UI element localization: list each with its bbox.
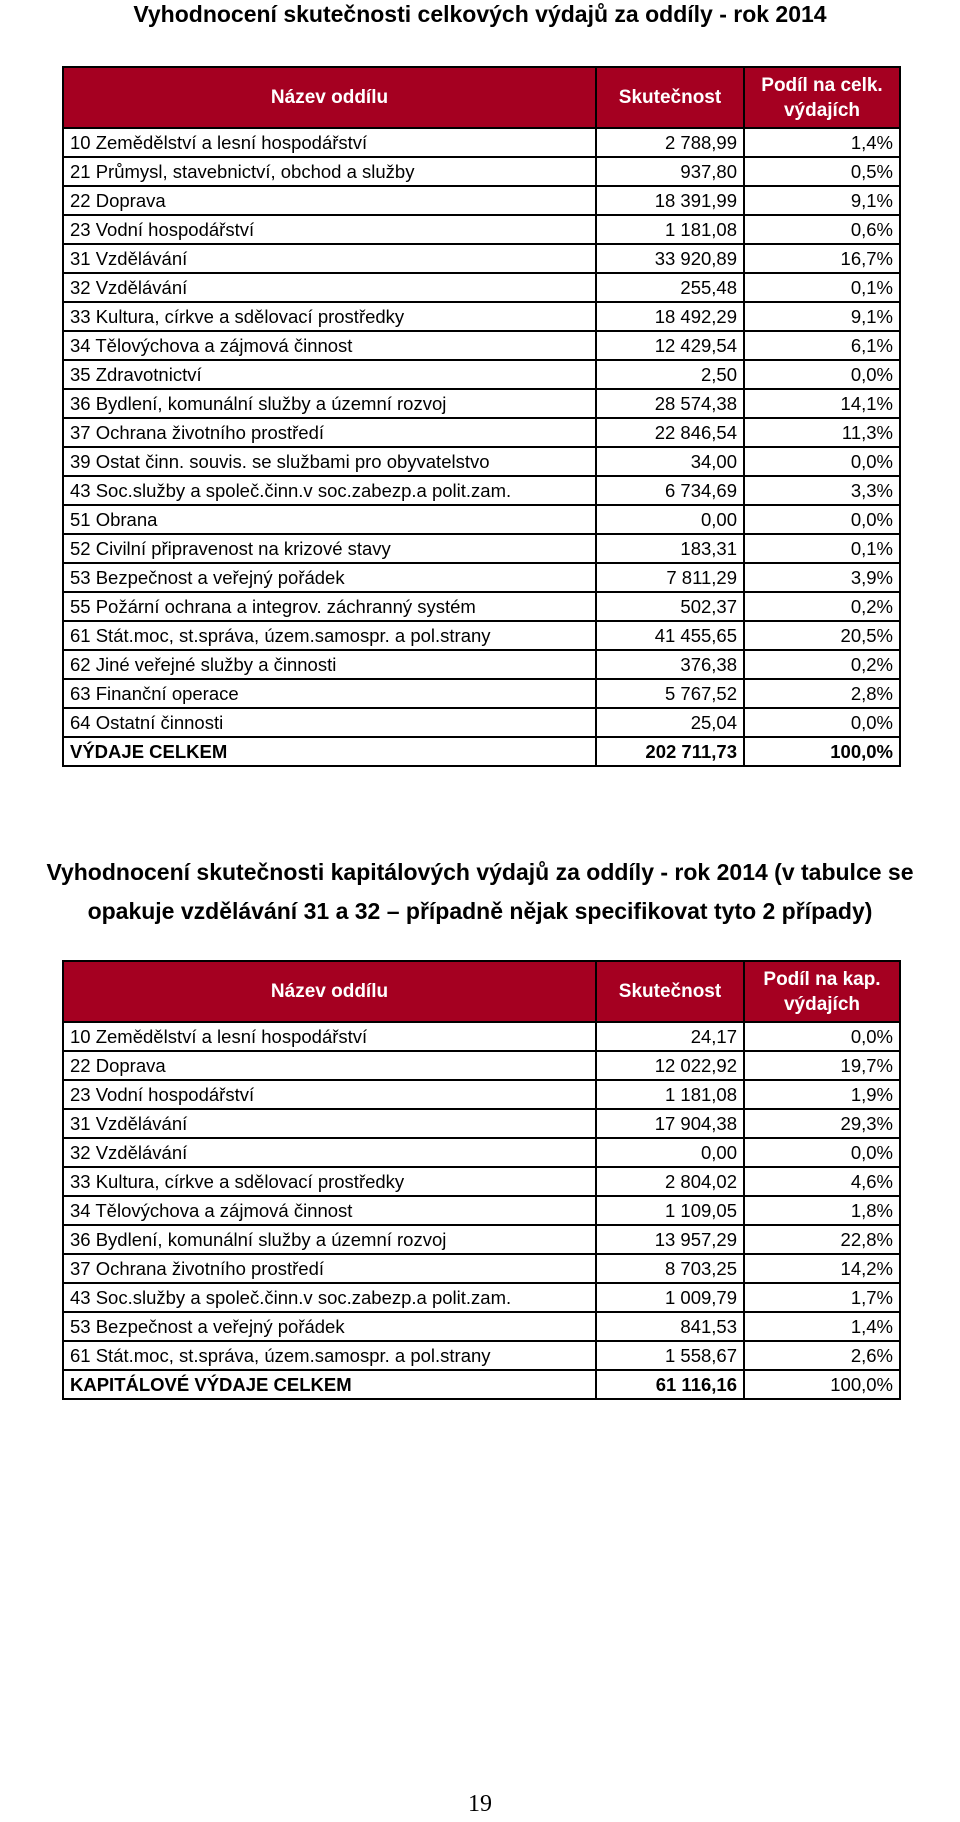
row-value-cell: 6 734,69 xyxy=(596,476,744,505)
row-share-cell: 11,3% xyxy=(744,418,900,447)
capital-expenditure-title xyxy=(0,853,960,931)
total-share-cell: 100,0% xyxy=(744,1370,900,1399)
row-name-cell: 53 Bezpečnost a veřejný pořádek xyxy=(63,1312,596,1341)
table-row xyxy=(63,128,900,157)
row-value-cell: 2 804,02 xyxy=(596,1167,744,1196)
row-value-cell: 2,50 xyxy=(596,360,744,389)
table-header-row xyxy=(63,961,900,1022)
row-value-cell: 17 904,38 xyxy=(596,1109,744,1138)
row-share-cell: 20,5% xyxy=(744,621,900,650)
total-expenditure-title: Vyhodnocení skutečnosti celkových výdajů za oddíly - rok 2014 xyxy=(133,1,827,27)
row-value-cell: 13 957,29 xyxy=(596,1225,744,1254)
row-share-cell: 3,9% xyxy=(744,563,900,592)
row-name-cell: 39 Ostat činn. souvis. se službami pro obyvatelstvo xyxy=(63,447,596,476)
row-value-cell: 34,00 xyxy=(596,447,744,476)
table-row xyxy=(63,302,900,331)
row-value-cell: 8 703,25 xyxy=(596,1254,744,1283)
row-value-cell: 5 767,52 xyxy=(596,679,744,708)
table-row xyxy=(63,244,900,273)
column-header-name: Název oddílu xyxy=(63,961,596,1022)
row-share-cell: 0,0% xyxy=(744,1022,900,1051)
row-share-cell: 2,6% xyxy=(744,1341,900,1370)
row-share-cell: 0,0% xyxy=(744,1138,900,1167)
table-row xyxy=(63,157,900,186)
row-name-cell: 61 Stát.moc, st.správa, územ.samospr. a pol.strany xyxy=(63,621,596,650)
row-value-cell: 33 920,89 xyxy=(596,244,744,273)
row-value-cell: 7 811,29 xyxy=(596,563,744,592)
row-value-cell: 25,04 xyxy=(596,708,744,737)
row-value-cell: 1 181,08 xyxy=(596,215,744,244)
row-name-cell: 10 Zemědělství a lesní hospodářství xyxy=(63,128,596,157)
column-header-share-line1: Podíl na celk. xyxy=(761,74,883,96)
table-row xyxy=(63,476,900,505)
row-value-cell: 841,53 xyxy=(596,1312,744,1341)
row-share-cell: 14,1% xyxy=(744,389,900,418)
row-value-cell: 2 788,99 xyxy=(596,128,744,157)
row-name-cell: 23 Vodní hospodářství xyxy=(63,1080,596,1109)
row-name-cell: 33 Kultura, církve a sdělovací prostředky xyxy=(63,302,596,331)
table-row xyxy=(63,708,900,737)
column-header-name: Název oddílu xyxy=(63,67,596,128)
table-row xyxy=(63,534,900,563)
table-row xyxy=(63,447,900,476)
row-share-cell: 0,0% xyxy=(744,360,900,389)
row-value-cell: 502,37 xyxy=(596,592,744,621)
row-share-cell: 4,6% xyxy=(744,1167,900,1196)
total-expenditure-table xyxy=(62,66,901,767)
row-name-cell: 55 Požární ochrana a integrov. záchranný systém xyxy=(63,592,596,621)
column-header-share-line2: výdajích xyxy=(783,993,861,1015)
row-share-cell: 0,6% xyxy=(744,215,900,244)
table-row xyxy=(63,273,900,302)
row-name-cell: 32 Vzdělávání xyxy=(63,1138,596,1167)
row-share-cell: 0,5% xyxy=(744,157,900,186)
table-row xyxy=(63,1341,900,1370)
row-value-cell: 0,00 xyxy=(596,505,744,534)
table-row xyxy=(63,1051,900,1080)
row-share-cell: 29,3% xyxy=(744,1109,900,1138)
row-name-cell: 51 Obrana xyxy=(63,505,596,534)
table-row xyxy=(63,563,900,592)
row-value-cell: 18 492,29 xyxy=(596,302,744,331)
page-number: 19 xyxy=(468,1791,492,1817)
row-value-cell: 255,48 xyxy=(596,273,744,302)
row-share-cell: 0,1% xyxy=(744,273,900,302)
row-name-cell: 43 Soc.služby a společ.činn.v soc.zabezp.a polit.zam. xyxy=(63,476,596,505)
table-row xyxy=(63,186,900,215)
row-name-cell: 21 Průmysl, stavebnictví, obchod a služby xyxy=(63,157,596,186)
row-value-cell: 18 391,99 xyxy=(596,186,744,215)
column-header-share xyxy=(744,67,900,128)
row-share-cell: 1,7% xyxy=(744,1283,900,1312)
row-value-cell: 1 009,79 xyxy=(596,1283,744,1312)
row-name-cell: 10 Zemědělství a lesní hospodářství xyxy=(63,1022,596,1051)
row-name-cell: 31 Vzdělávání xyxy=(63,244,596,273)
row-share-cell: 19,7% xyxy=(744,1051,900,1080)
column-header-value: Skutečnost xyxy=(596,961,744,1022)
row-name-cell: 52 Civilní připravenost na krizové stavy xyxy=(63,534,596,563)
row-name-cell: 22 Doprava xyxy=(63,1051,596,1080)
table-row xyxy=(63,1283,900,1312)
row-name-cell: 31 Vzdělávání xyxy=(63,1109,596,1138)
row-name-cell: 43 Soc.služby a společ.činn.v soc.zabezp.a polit.zam. xyxy=(63,1283,596,1312)
row-name-cell: 36 Bydlení, komunální služby a územní rozvoj xyxy=(63,1225,596,1254)
row-share-cell: 9,1% xyxy=(744,186,900,215)
row-name-cell: 34 Tělovýchova a zájmová činnost xyxy=(63,331,596,360)
table-header-row xyxy=(63,67,900,128)
table-row xyxy=(63,389,900,418)
total-row xyxy=(63,737,900,766)
total-share-cell: 100,0% xyxy=(744,737,900,766)
row-share-cell: 0,1% xyxy=(744,534,900,563)
table-row xyxy=(63,1022,900,1051)
row-share-cell: 22,8% xyxy=(744,1225,900,1254)
table-row xyxy=(63,679,900,708)
row-value-cell: 1 181,08 xyxy=(596,1080,744,1109)
row-name-cell: 36 Bydlení, komunální služby a územní rozvoj xyxy=(63,389,596,418)
total-value-cell: 61 116,16 xyxy=(596,1370,744,1399)
row-value-cell: 1 558,67 xyxy=(596,1341,744,1370)
row-share-cell: 3,3% xyxy=(744,476,900,505)
table-row xyxy=(63,505,900,534)
row-name-cell: 35 Zdravotnictví xyxy=(63,360,596,389)
row-value-cell: 183,31 xyxy=(596,534,744,563)
table-row xyxy=(63,1080,900,1109)
row-share-cell: 1,9% xyxy=(744,1080,900,1109)
row-share-cell: 0,2% xyxy=(744,592,900,621)
table-row xyxy=(63,1109,900,1138)
total-value-cell: 202 711,73 xyxy=(596,737,744,766)
column-header-share-line2: výdajích xyxy=(783,99,861,121)
capital-expenditure-title-line1: Vyhodnocení skutečnosti kapitálových výdajů za oddíly - rok 2014 (v tabulce se xyxy=(46,859,914,885)
table-row xyxy=(63,650,900,679)
row-name-cell: 32 Vzdělávání xyxy=(63,273,596,302)
row-share-cell: 16,7% xyxy=(744,244,900,273)
row-name-cell: 64 Ostatní činnosti xyxy=(63,708,596,737)
row-name-cell: 61 Stát.moc, st.správa, územ.samospr. a pol.strany xyxy=(63,1341,596,1370)
row-name-cell: 37 Ochrana životního prostředí xyxy=(63,418,596,447)
table-row xyxy=(63,360,900,389)
column-header-share xyxy=(744,961,900,1022)
row-share-cell: 2,8% xyxy=(744,679,900,708)
table-row xyxy=(63,1312,900,1341)
row-value-cell: 12 429,54 xyxy=(596,331,744,360)
total-name-cell: VÝDAJE CELKEM xyxy=(63,737,596,766)
row-share-cell: 0,2% xyxy=(744,650,900,679)
table-row xyxy=(63,418,900,447)
row-name-cell: 62 Jiné veřejné služby a činnosti xyxy=(63,650,596,679)
table-row xyxy=(63,215,900,244)
row-share-cell: 6,1% xyxy=(744,331,900,360)
table-row xyxy=(63,331,900,360)
row-name-cell: 53 Bezpečnost a veřejný pořádek xyxy=(63,563,596,592)
column-header-value: Skutečnost xyxy=(596,67,744,128)
row-value-cell: 24,17 xyxy=(596,1022,744,1051)
row-value-cell: 41 455,65 xyxy=(596,621,744,650)
row-value-cell: 22 846,54 xyxy=(596,418,744,447)
table-row xyxy=(63,1196,900,1225)
row-value-cell: 376,38 xyxy=(596,650,744,679)
row-share-cell: 9,1% xyxy=(744,302,900,331)
row-share-cell: 1,4% xyxy=(744,1312,900,1341)
table-row xyxy=(63,592,900,621)
total-name-cell: KAPITÁLOVÉ VÝDAJE CELKEM xyxy=(63,1370,596,1399)
table-row xyxy=(63,1254,900,1283)
column-header-share-line1: Podíl na kap. xyxy=(763,968,881,990)
capital-expenditure-title-line2: opakuje vzdělávání 31 a 32 – případně nějak specifikovat tyto 2 případy) xyxy=(87,898,873,924)
row-name-cell: 63 Finanční operace xyxy=(63,679,596,708)
table-row xyxy=(63,1138,900,1167)
row-value-cell: 1 109,05 xyxy=(596,1196,744,1225)
row-share-cell: 1,4% xyxy=(744,128,900,157)
table-row xyxy=(63,1167,900,1196)
table-row xyxy=(63,621,900,650)
row-share-cell: 0,0% xyxy=(744,708,900,737)
row-value-cell: 28 574,38 xyxy=(596,389,744,418)
row-share-cell: 0,0% xyxy=(744,447,900,476)
table-row xyxy=(63,1225,900,1254)
row-share-cell: 1,8% xyxy=(744,1196,900,1225)
row-value-cell: 937,80 xyxy=(596,157,744,186)
capital-expenditure-table xyxy=(62,960,901,1400)
row-name-cell: 33 Kultura, církve a sdělovací prostředky xyxy=(63,1167,596,1196)
row-share-cell: 0,0% xyxy=(744,505,900,534)
row-name-cell: 34 Tělovýchova a zájmová činnost xyxy=(63,1196,596,1225)
row-value-cell: 12 022,92 xyxy=(596,1051,744,1080)
row-value-cell: 0,00 xyxy=(596,1138,744,1167)
row-name-cell: 37 Ochrana životního prostředí xyxy=(63,1254,596,1283)
row-name-cell: 23 Vodní hospodářství xyxy=(63,215,596,244)
row-share-cell: 14,2% xyxy=(744,1254,900,1283)
row-name-cell: 22 Doprava xyxy=(63,186,596,215)
total-row xyxy=(63,1370,900,1399)
